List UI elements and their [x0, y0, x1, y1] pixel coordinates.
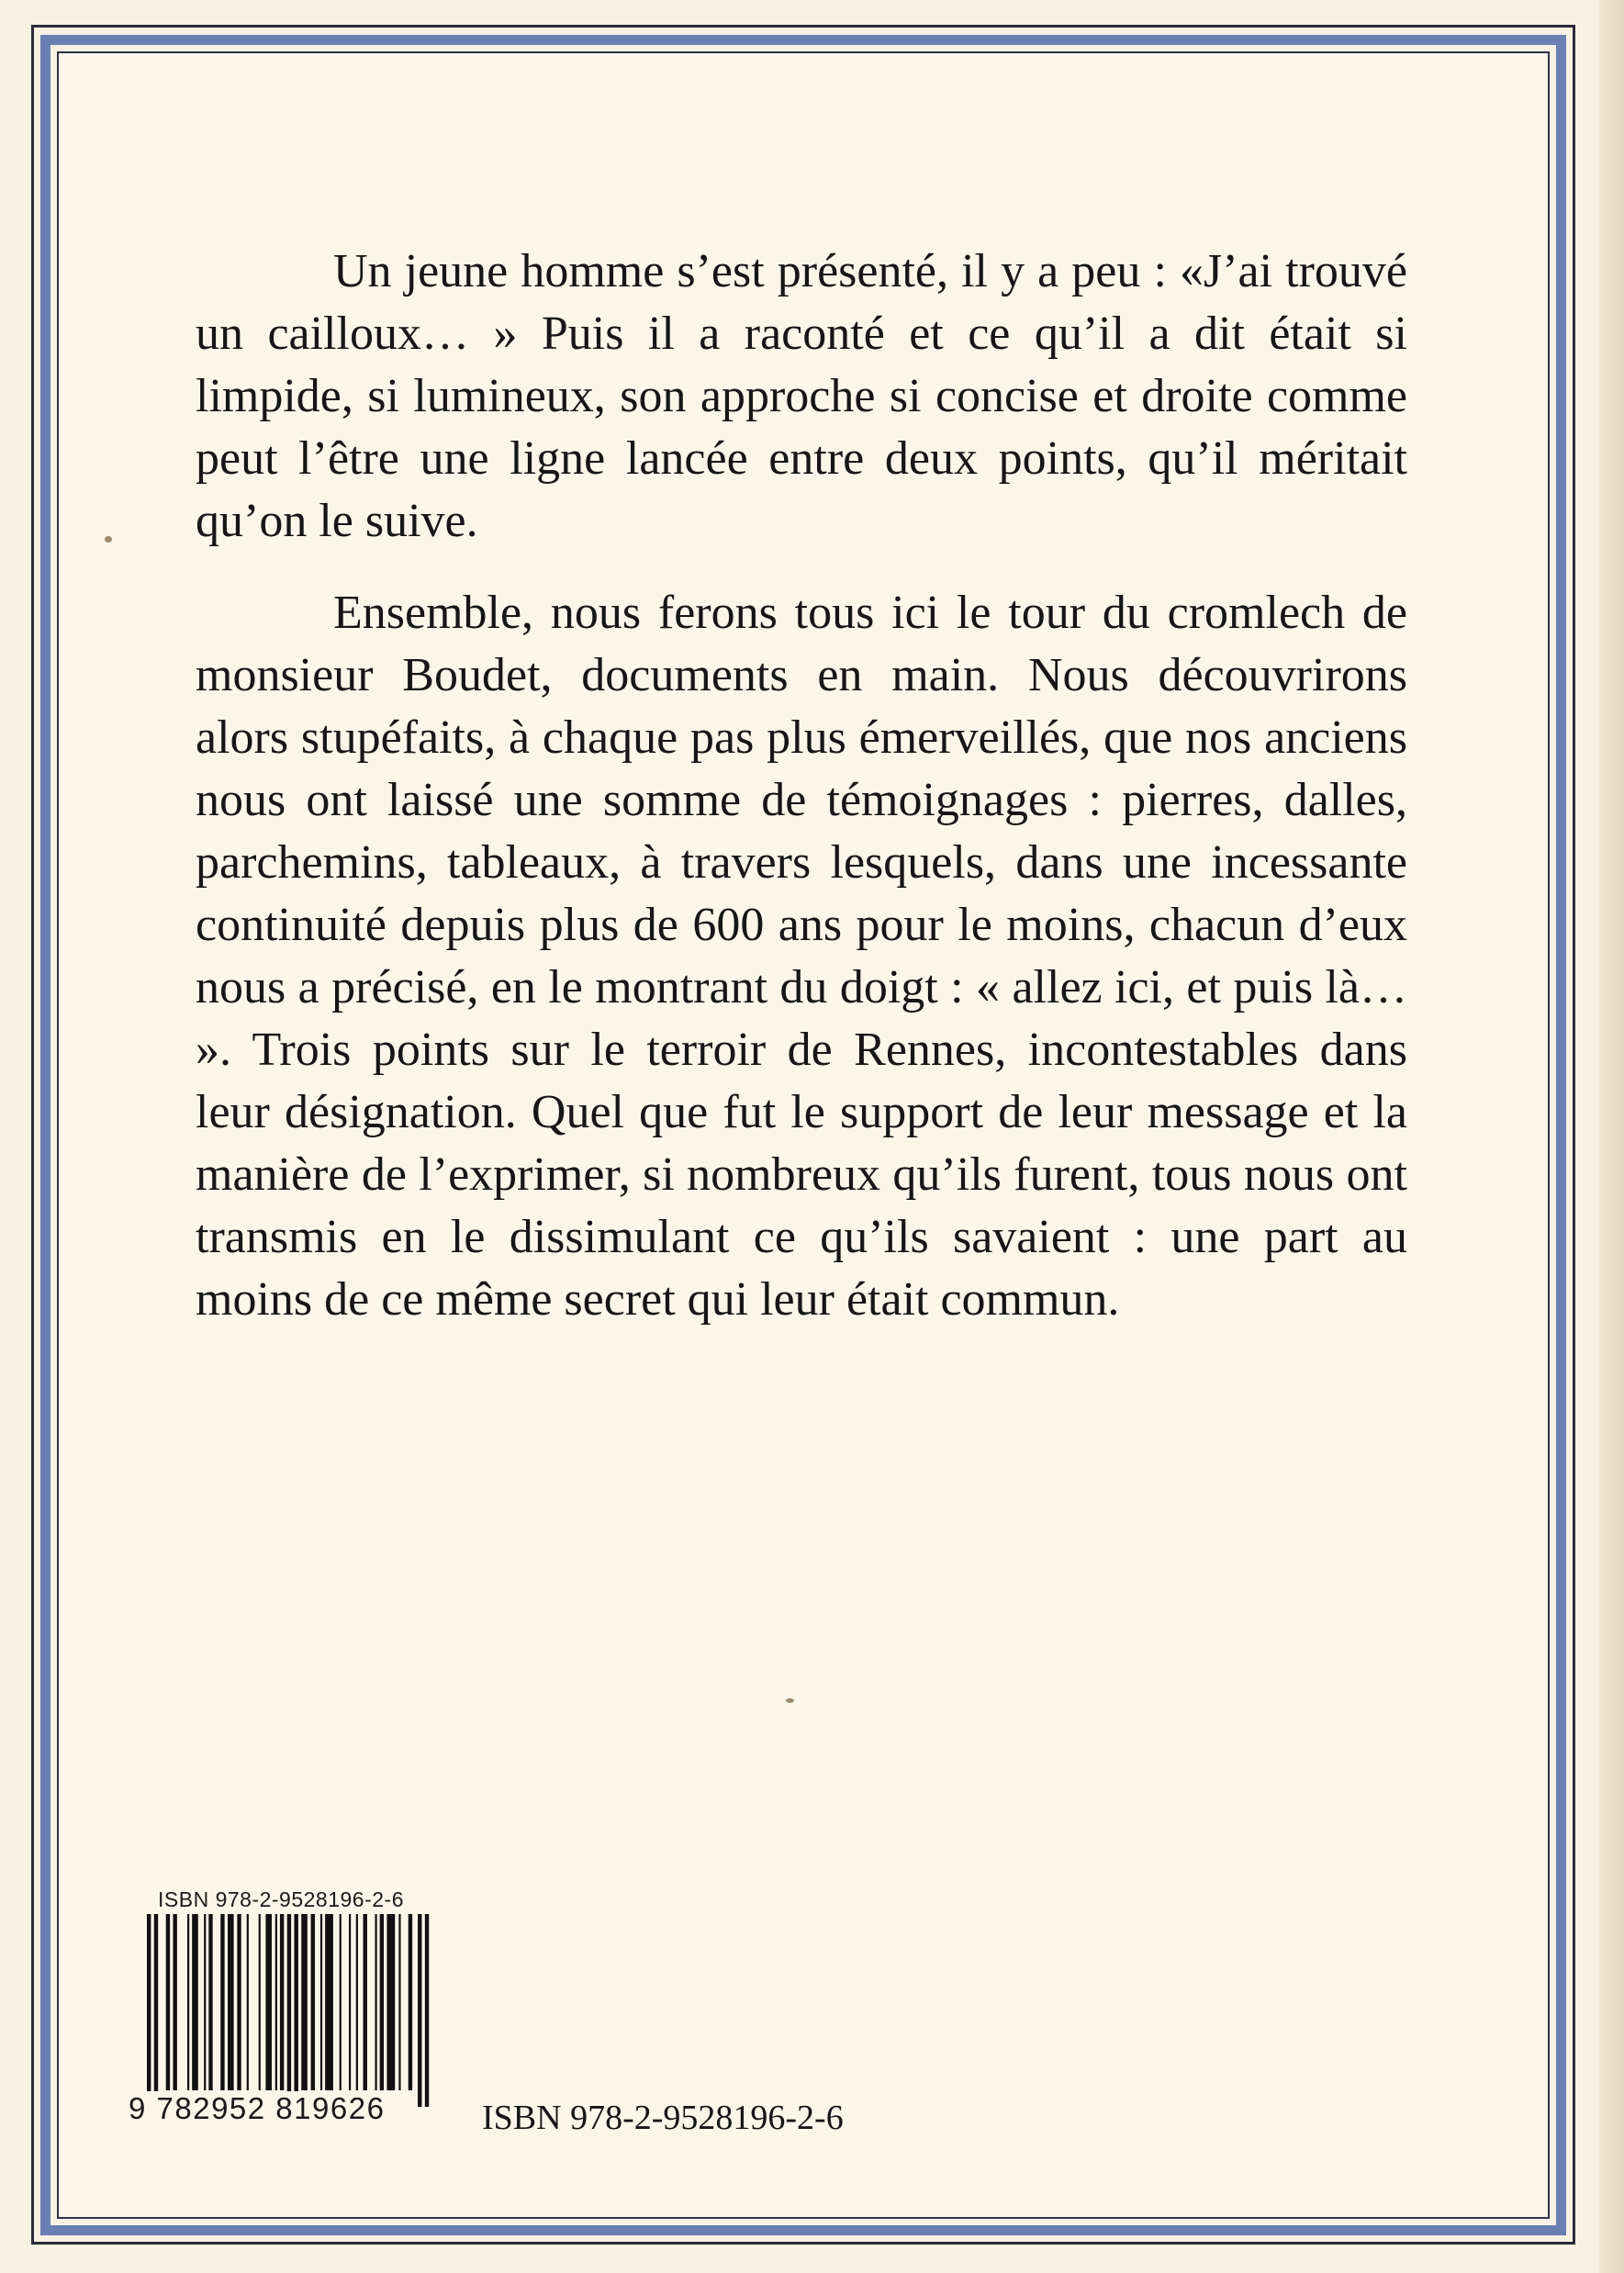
isbn-text: ISBN 978-2-9528196-2-6 — [482, 2099, 844, 2137]
barcode-icon — [147, 1914, 430, 2107]
paper-speck — [105, 536, 112, 543]
blurb-text — [196, 241, 1407, 1331]
paper-speck — [786, 1698, 794, 1703]
scan-edge — [1599, 0, 1624, 2273]
barcode-digits: 9 782952 819626 — [129, 2091, 386, 2125]
blurb-paragraph-2: Ensemble, nous ferons tous ici le tour du cromlech de monsieur Boudet, documents en main. Nous découvrirons alors stupéfaits, à chaque pas plus émerveillés, que nos anciens nous ont laissé une somme de témoignages : pierres, dalles, parchemins, tableaux, à travers lesquels, dans une incessante continuité depuis plus de 600 ans pour le moins, chacun d’eux nous a précisé, en le montrant du doigt : « allez ici, et puis là… ». Trois points sur le terroir de Rennes, incontestables dans leur désignation. Quel que fut le support de leur message et la manière de l’exprimer, si nombreux qu’ils furent, tous nous ont transmis en le dissimulant ce qu’ils savaient : une part au moins de ce même secret qui leur était commun. — [196, 587, 1407, 1326]
barcode-isbn-label: ISBN 978-2-9528196-2-6 — [158, 1887, 404, 1911]
blurb-paragraph-1: Un jeune homme s’est présenté, il y a peu : «J’ai trouvé un cailloux… » Puis il a raconté et ce qu’il a dit était si limpide, si lumineux, son approche si concise et droite comme peut l’être une ligne lancée entre deux points, qu’il méritait qu’on le suive. — [196, 245, 1407, 547]
